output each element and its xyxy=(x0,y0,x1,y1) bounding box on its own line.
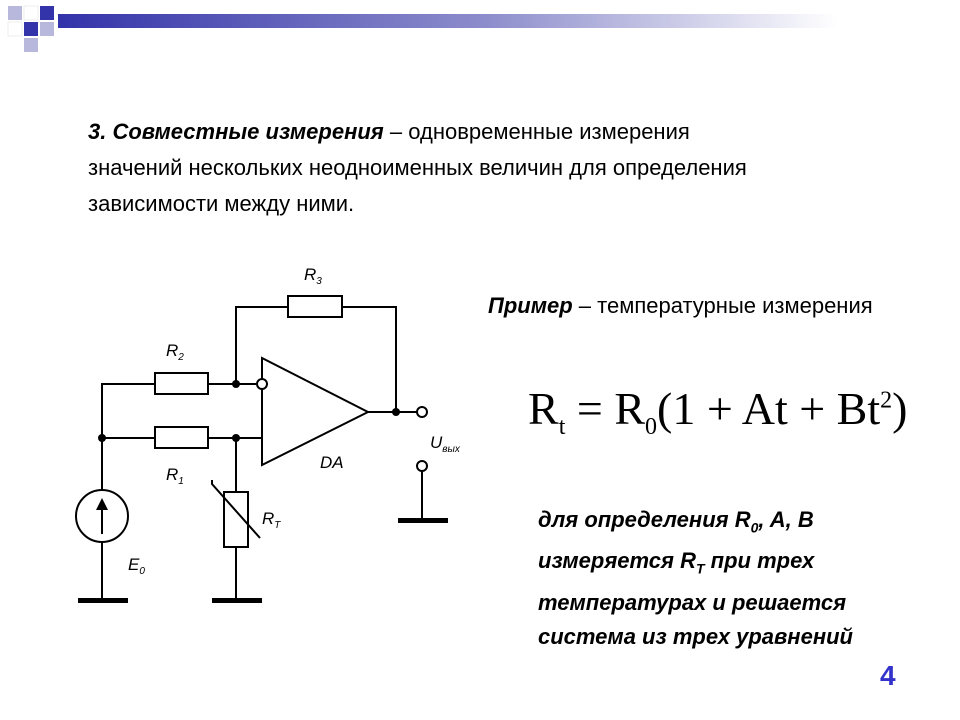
definition-paragraph xyxy=(88,114,908,222)
junction-dot xyxy=(392,408,400,416)
definition-dash: – xyxy=(389,119,403,144)
header-decoration xyxy=(0,0,960,60)
op-amp-da xyxy=(262,358,368,465)
definition-text-line2: значений нескольких неодноименных величин для определения xyxy=(88,155,747,180)
formula-lhs-sub: t xyxy=(558,414,566,441)
formula-sup: 2 xyxy=(880,387,893,414)
circuit-diagram xyxy=(60,240,500,620)
output-terminal xyxy=(417,407,427,417)
definition-text-line1: одновременные измерения xyxy=(408,119,690,144)
junction-dot xyxy=(232,380,240,388)
note-line2-prefix: измеряется R xyxy=(538,548,696,574)
label-rt: $R_T$ xyxy=(262,509,281,531)
definition-term: 3. Совместные измерения xyxy=(88,119,384,144)
inverting-input xyxy=(257,379,267,389)
label-uout: $U_{вых}$ xyxy=(430,433,460,455)
example-label: Пример xyxy=(488,293,573,318)
junction-dot xyxy=(98,434,106,442)
note-line2-suffix: при трех xyxy=(704,548,815,574)
label-da: DA xyxy=(320,453,344,472)
definition-text-line3: зависимости между ними. xyxy=(88,191,355,216)
resistor-r1 xyxy=(155,427,208,448)
note-line3: температурах и решается xyxy=(538,589,847,615)
note-line1-prefix: для определения R xyxy=(538,507,751,532)
junction-dot xyxy=(232,434,240,442)
square-grid-icon xyxy=(8,6,54,52)
resistor-r3 xyxy=(288,296,342,317)
formula-body-open: (1 + At + Bt xyxy=(657,383,881,434)
note-line1-suffix: , A, B xyxy=(758,507,814,532)
label-r2: $R_2$ xyxy=(166,341,184,363)
resistor-r2 xyxy=(155,373,208,394)
ground-bar-rt xyxy=(212,598,262,603)
formula xyxy=(528,382,907,441)
page-number: 4 xyxy=(880,660,896,691)
formula-body-close: ) xyxy=(892,383,908,434)
feedback-wire-right xyxy=(342,307,396,412)
note-line4: система из трех уравнений xyxy=(538,623,853,649)
formula-r0-sub: 0 xyxy=(645,414,657,441)
note-line2-sub: T xyxy=(695,560,705,577)
ground-bar-e0 xyxy=(78,598,128,603)
example-heading xyxy=(488,293,873,319)
r2-wire-left xyxy=(102,384,155,438)
note-paragraph xyxy=(538,503,938,654)
formula-r0: R xyxy=(614,383,645,434)
note-line1-sub: 0 xyxy=(750,519,759,536)
ground-terminal xyxy=(417,461,427,471)
example-dash: – xyxy=(578,293,592,318)
formula-eq: = xyxy=(576,383,603,434)
label-r3: $R_3$ xyxy=(304,265,322,287)
formula-lhs: R xyxy=(528,383,559,434)
ground-bar-output xyxy=(398,518,448,523)
label-e0: $E_0$ xyxy=(128,555,145,577)
example-text: температурные измерения xyxy=(597,293,873,318)
label-r1: $R_1$ xyxy=(166,465,184,487)
